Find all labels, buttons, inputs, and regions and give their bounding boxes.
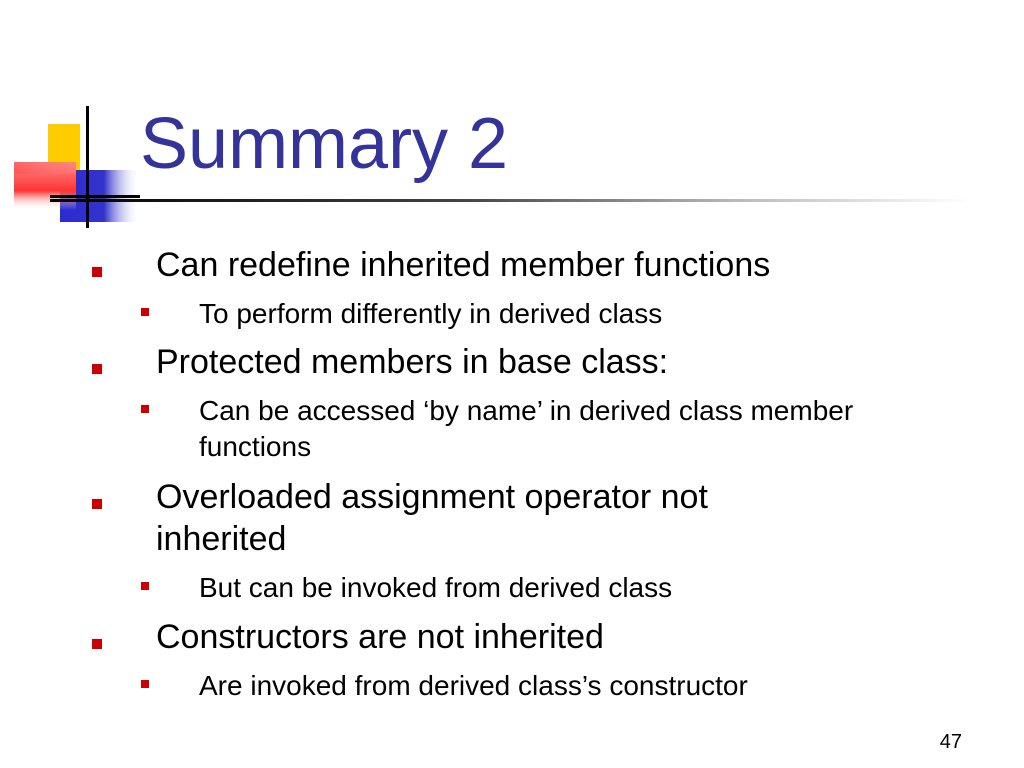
sub-bullet-text: Can be accessed ‘by name’ in derived class member functions: [199, 395, 854, 462]
bullet-text: Can redefine inherited member functions: [156, 246, 771, 284]
sub-bullet-square-icon: [141, 582, 149, 590]
bullet-square-icon: [92, 364, 102, 374]
bullet-text: Protected members in base class:: [156, 343, 669, 381]
bullet-square-icon: [92, 639, 102, 649]
sub-bullet-text: But can be invoked from derived class: [199, 572, 673, 603]
bullet-square-icon: [92, 499, 102, 509]
sub-bullet-text: To perform differently in derived class: [199, 298, 663, 329]
slide-title: Summary 2: [140, 104, 509, 184]
sub-bullet-square-icon: [141, 680, 149, 688]
sub-bullet-square-icon: [141, 308, 149, 316]
bullet-text: Overloaded assignment operator not inherited: [156, 478, 708, 558]
title-divider: [50, 199, 970, 202]
slide-logo-icon: [0, 0, 160, 240]
bullet-square-icon: [92, 267, 102, 277]
sub-bullet-text: Are invoked from derived class’s constructor: [199, 670, 748, 701]
page-number: 47: [939, 731, 962, 753]
bullet-text: Constructors are not inherited: [156, 618, 604, 656]
sub-bullet-square-icon: [141, 405, 149, 413]
